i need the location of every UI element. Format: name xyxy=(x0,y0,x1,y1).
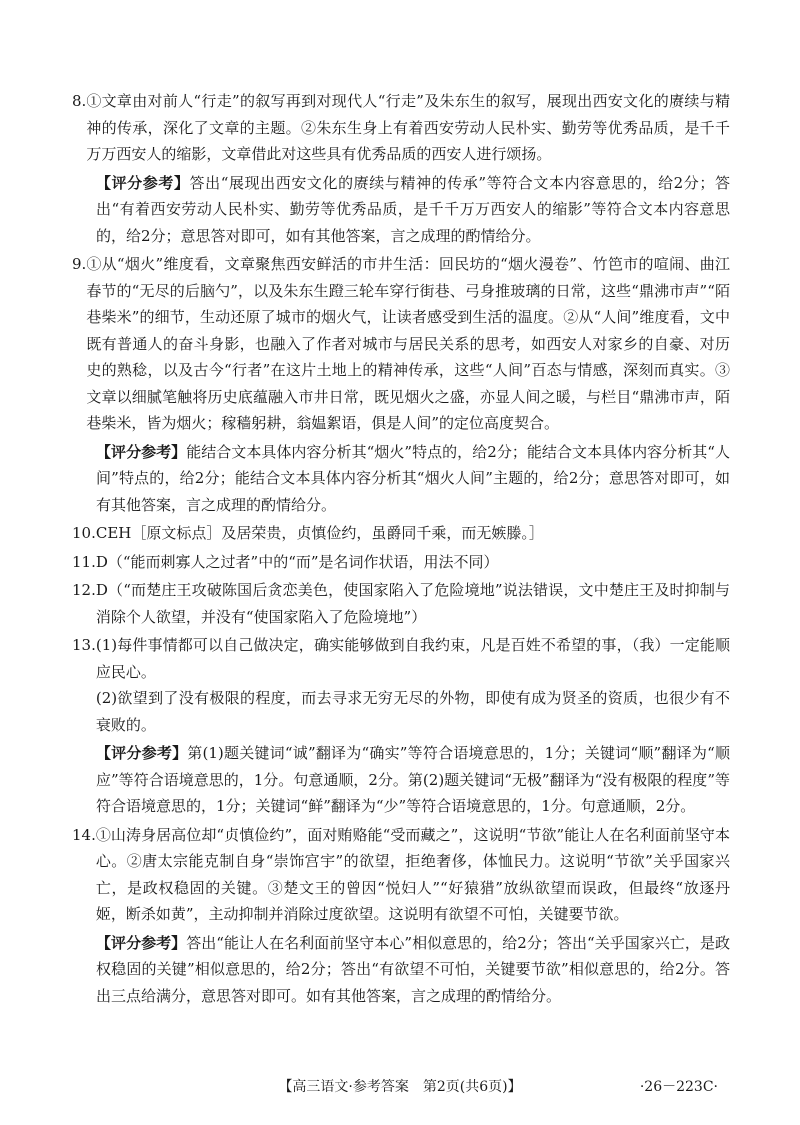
ref-text: 第(1)题关键词“诚”翻译为“确实”等符合语境意思的，1分；关键词“顺”翻译为“顺应”等符合语境意思的，1分。句意通顺，2分。第(2)题关键词“无极”翻译为“没有极限的程度”等符合语境意思的，1分；关键词“鲜”翻译为“少”等符合语境意思的，1分。句意通顺，2分。 xyxy=(96,744,730,815)
answer-text: D（“而楚庄王攻破陈国后贪恋美色，使国家陷入了危险境地”说法错误，文中楚庄王及时抑制与消除个人欲望，并没有“使国家陷入了危险境地”） xyxy=(95,581,730,626)
item-number: 13. xyxy=(72,636,96,654)
ref-text: 能结合文本具体内容分析其“烟火”特点的，给2分；能结合文本具体内容分析其“人间”特点的，给2分；能结合文本具体内容分析其“烟火人间”主题的，给2分；意思答对即可，如有其他答案，言之成理的酌情给分。 xyxy=(96,442,730,514)
scoring-reference xyxy=(96,170,730,250)
scoring-reference xyxy=(96,740,730,820)
answer-item-10 xyxy=(72,520,730,547)
answer-item-8 xyxy=(72,88,730,168)
answer-item-13 xyxy=(72,632,730,738)
answer-text: CEH［原文标点］及居荣贵，贞慎俭约，虽爵同千乘，而无嫉滕。］ xyxy=(95,524,544,542)
answer-item-14 xyxy=(72,822,730,928)
item-number: 8. xyxy=(72,92,87,110)
ref-label: 【评分参考】 xyxy=(96,442,187,461)
scoring-reference xyxy=(96,930,730,1010)
answer-item-9 xyxy=(72,251,730,437)
ref-text: 答出“展现出西安文化的赓续与精神的传承”等符合文本内容意思的，给2分；答出“有着西安劳动人民朴实、勤劳等优秀品质，是千千万万西安人的缩影”等符合文本内容意思的，给2分；意思答对即可，如有其他答案，言之成理的酌情给分。 xyxy=(96,173,730,245)
answer-text: ①山涛身居高位却“贞慎俭约”，面对贿赂能“受而藏之”，这说明“节欲”能让人在名利面前坚守本心。②唐太宗能克制自身“崇饰宫宇”的欲望，拒绝奢侈，体恤民力。这说明“节欲”关乎国家兴亡，是政权稳固的关键。③楚文王的曾因“悦妇人”“好猿猎”放纵欲望而误政，但最终“放逐丹姬，断杀如黄”，主动抑制并消除过度欲望。这说明有欲望不可怕，关键要节欲。 xyxy=(95,825,730,923)
ref-label: 【评分参考】 xyxy=(96,173,190,192)
scoring-reference xyxy=(96,439,730,519)
ref-text: 答出“能让人在名利面前坚守本心”相似意思的，给2分；答出“关乎国家兴亡，是政权稳固的关键”相似意思的，给2分；答出“有欲望不可怕，关键要节欲”相似意思的，给2分。答出三点给满分，意思答对即可。如有其他答案，言之成理的酌情给分。 xyxy=(96,933,730,1005)
answer-text: ①从“烟火”维度看，文章聚焦西安鲜活的市井生活：回民坊的“烟火漫卷”、竹笆市的喧闹、曲江春节的“无尽的后脑勺”，以及朱东生蹬三轮车穿行街巷、弓身推玻璃的日常，这些“鼎沸市声”“陌巷柴米”的细节，生动还原了城市的烟火气，让读者感受到生活的温度。②从“人间”维度看，文中既有普通人的奋斗身影，也融入了作者对城市与居民关系的思考，如西安人对家乡的自豪、对历史的熟稔，以及古今“行者”在这片土地上的精神传承，这些“人间”百态与情感，深刻而真实。③文章以细腻笔触将历史底蕴融入市井日常，既见烟火之盛，亦显人间之暖，与栏目“鼎沸市声，陌巷柴米，皆为烟火；稼穑躬耕，翁媪絮语，俱是人间”的定位高度契合。 xyxy=(86,255,730,432)
item-number: 10. xyxy=(72,524,96,542)
answer-item-12 xyxy=(72,577,730,630)
answer-content xyxy=(72,88,730,1011)
item-number: 14. xyxy=(72,825,96,844)
ref-label: 【评分参考】 xyxy=(96,933,187,952)
answer-item-11 xyxy=(72,549,730,576)
ref-label: 【评分参考】 xyxy=(96,744,188,762)
item-number: 9. xyxy=(72,255,87,273)
footer-code: ·26－223C· xyxy=(639,1079,718,1095)
answer-part-2: (2)欲望到了没有极限的程度，而去寻求无穷无尽的外物，即使有成为贤圣的资质，也很少有不衰败的。 xyxy=(95,689,730,734)
item-number: 11. xyxy=(72,552,96,571)
answer-text: ①文章由对前人“行走”的叙写再到对现代人“行走”及朱东生的叙写，展现出西安文化的赓续与精神的传承，深化了文章的主题。②朱东生身上有着西安劳动人民朴实、勤劳等优秀品质，是千千万万西安人的缩影，文章借此对这些具有优秀品质的西安人进行颂扬。 xyxy=(86,92,730,163)
item-number: 12. xyxy=(72,581,96,599)
footer-title: 【高三语文·参考答案 第2页(共6页)】 xyxy=(278,1079,522,1095)
page-footer xyxy=(0,1076,800,1096)
answer-text: D（“能而刺寡人之过者”中的“而”是名词作状语，用法不同） xyxy=(95,552,499,571)
answer-part-1: (1)每件事情都可以自己做决定，确实能够做到自我约束，凡是百姓不希望的事，（我）一定能顺应民心。 xyxy=(95,636,730,681)
